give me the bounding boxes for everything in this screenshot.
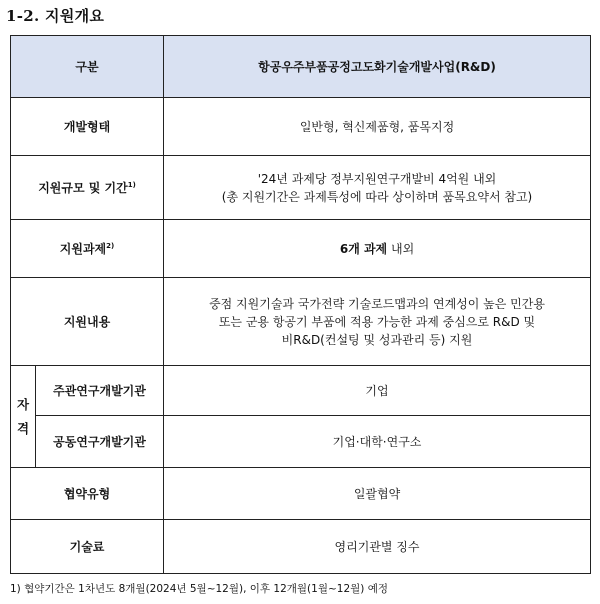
row-agreement-type xyxy=(11,468,591,520)
row-development-type xyxy=(11,98,591,156)
row-joint-institution xyxy=(11,416,591,468)
label-technology-fee: 기술료 xyxy=(11,520,164,574)
support-content-line-1: 중점 지원기술과 국가전략 기술로드맵과의 연계성이 높은 민간용 xyxy=(209,296,545,311)
value-support-tasks: 6개 과제 내외 xyxy=(164,220,591,278)
header-program-name: 항공우주부품공정고도화기술개발사업(R&D) xyxy=(164,36,591,98)
value-support-content xyxy=(164,278,591,366)
header-category: 구분 xyxy=(11,36,164,98)
row-technology-fee xyxy=(11,520,591,574)
row-support-content xyxy=(11,278,591,366)
label-joint-institution: 공동연구개발기관 xyxy=(36,416,164,468)
footnote: 1) 협약기간은 1차년도 8개월(2024년 5월~12월), 이후 12개월(1월~12월) 예정 xyxy=(10,583,388,595)
value-joint-institution: 기업·대학·연구소 xyxy=(164,416,591,468)
label-agreement-type: 협약유형 xyxy=(11,468,164,520)
value-agreement-type: 일괄협약 xyxy=(164,468,591,520)
support-scale-line-2: (총 지원기간은 과제특성에 따라 상이하며 품목요약서 참고) xyxy=(221,189,533,204)
table-header-row xyxy=(11,36,591,98)
section-heading: 1-2. 지원개요 xyxy=(6,7,105,25)
row-lead-institution xyxy=(11,366,591,416)
value-support-scale xyxy=(164,156,591,220)
label-support-scale: 지원규모 및 기간$^{1)}$ xyxy=(11,156,164,220)
label-support-content: 지원내용 xyxy=(11,278,164,366)
footnote-mark: 1) xyxy=(127,180,136,189)
label-development-type: 개발형태 xyxy=(11,98,164,156)
label-lead-institution: 주관연구개발기관 xyxy=(36,366,164,416)
support-scale-line-1: '24년 과제당 정부지원연구개발비 4억원 내외 xyxy=(257,171,497,186)
support-content-line-2: 또는 군용 항공기 부품에 적용 가능한 과제 중심으로 R&D 및 xyxy=(218,314,536,329)
support-overview-table xyxy=(10,35,591,574)
value-development-type: 일반형, 혁신제품형, 품목지정 xyxy=(164,98,591,156)
label-support-tasks: 지원과제$^{2)}$ xyxy=(11,220,164,278)
support-content-line-3: 비R&D(컨설팅 및 성과관리 등) 지원 xyxy=(281,332,473,347)
footnote-mark: 2) xyxy=(106,241,115,250)
value-technology-fee: 영리기관별 징수 xyxy=(164,520,591,574)
value-lead-institution: 기업 xyxy=(164,366,591,416)
row-support-scale xyxy=(11,156,591,220)
qualification-side-label: 자 격 xyxy=(11,366,36,468)
row-support-tasks xyxy=(11,220,591,278)
